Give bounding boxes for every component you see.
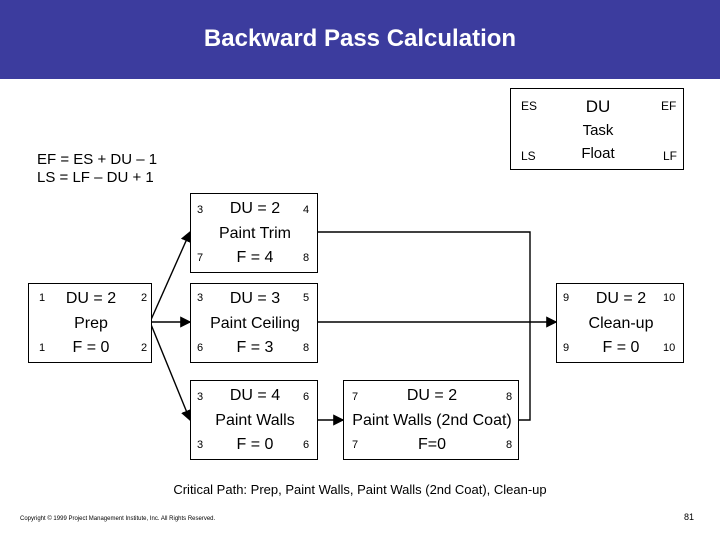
prep-ls: 1 — [39, 342, 46, 354]
legend-ef: EF — [661, 99, 677, 113]
clean-up-ef: 10 — [663, 292, 676, 304]
task-node-clean-up — [556, 283, 684, 363]
legend-task: Task — [582, 122, 614, 139]
paint-walls-lf: 6 — [303, 439, 310, 451]
paint-ceiling-task-name: Paint Ceiling — [210, 315, 300, 332]
page-number: 81 — [684, 512, 695, 522]
legend-du: DU — [585, 97, 611, 116]
paint-walls-2nd-es: 7 — [352, 391, 359, 403]
arrow-2nd-to-cleanup — [518, 322, 530, 420]
paint-walls-ls: 3 — [197, 439, 204, 451]
paint-walls-2nd-ef: 8 — [506, 391, 513, 403]
clean-up-float: F = 0 — [602, 339, 640, 356]
critical-path-caption: Critical Path: Prep, Paint Walls, Paint Walls (2nd Coat), Clean-up — [173, 482, 547, 497]
task-node-paint-ceiling — [190, 283, 318, 363]
copyright-notice: Copyright © 1999 Project Management Institute, Inc. All Rights Reserved. — [20, 516, 216, 522]
paint-walls-duration: DU = 4 — [229, 387, 281, 404]
paint-ceiling-duration: DU = 3 — [229, 290, 281, 307]
clean-up-task-name: Clean-up — [588, 315, 654, 332]
legend-float: Float — [581, 145, 615, 162]
paint-trim-lf: 8 — [303, 252, 310, 264]
paint-walls-2nd-lf: 8 — [506, 439, 513, 451]
legend-es: ES — [521, 99, 538, 113]
arrow-prep-to-trim — [150, 232, 190, 322]
clean-up-ls: 9 — [563, 342, 570, 354]
slide-title: Backward Pass Calculation — [203, 25, 517, 52]
task-node-prep — [28, 283, 152, 363]
paint-ceiling-float: F = 3 — [236, 339, 274, 356]
paint-walls-2nd-float: F=0 — [417, 436, 446, 453]
prep-es: 1 — [39, 292, 46, 304]
paint-walls-task-name: Paint Walls — [215, 412, 295, 429]
formula-ls: LS = LF – DU + 1 — [37, 169, 154, 186]
paint-trim-ef: 4 — [303, 204, 310, 216]
legend-ls: LS — [521, 149, 536, 163]
paint-walls-2nd-duration: DU = 2 — [406, 387, 458, 404]
legend-lf: LF — [663, 149, 678, 163]
paint-ceiling-ls: 6 — [197, 342, 204, 354]
paint-walls-ef: 6 — [303, 391, 310, 403]
paint-walls-es: 3 — [197, 391, 204, 403]
paint-trim-task-name: Paint Trim — [218, 225, 291, 242]
arrow-prep-to-walls — [150, 322, 190, 420]
legend-box — [510, 88, 684, 170]
arrow-trim-to-cleanup — [318, 232, 530, 322]
prep-lf: 2 — [141, 342, 148, 354]
task-node-paint-walls-2nd-coat — [343, 380, 519, 460]
prep-ef: 2 — [141, 292, 148, 304]
paint-walls-float: F = 0 — [236, 436, 274, 453]
prep-task-name: Prep — [74, 315, 108, 332]
formula-ef: EF = ES + DU – 1 — [37, 151, 158, 168]
prep-duration: DU = 2 — [65, 290, 117, 307]
clean-up-duration: DU = 2 — [595, 290, 647, 307]
task-node-paint-walls — [190, 380, 318, 460]
paint-trim-duration: DU = 2 — [229, 200, 281, 217]
clean-up-lf: 10 — [663, 342, 676, 354]
paint-walls-2nd-task-name: Paint Walls (2nd Coat) — [352, 412, 512, 429]
paint-ceiling-lf: 8 — [303, 342, 310, 354]
paint-trim-es: 3 — [197, 204, 204, 216]
paint-walls-2nd-ls: 7 — [352, 439, 359, 451]
paint-trim-ls: 7 — [197, 252, 204, 264]
paint-ceiling-es: 3 — [197, 292, 204, 304]
task-node-paint-trim — [190, 193, 318, 273]
paint-trim-float: F = 4 — [236, 249, 274, 266]
prep-float: F = 0 — [72, 339, 110, 356]
paint-ceiling-ef: 5 — [303, 292, 310, 304]
clean-up-es: 9 — [563, 292, 570, 304]
